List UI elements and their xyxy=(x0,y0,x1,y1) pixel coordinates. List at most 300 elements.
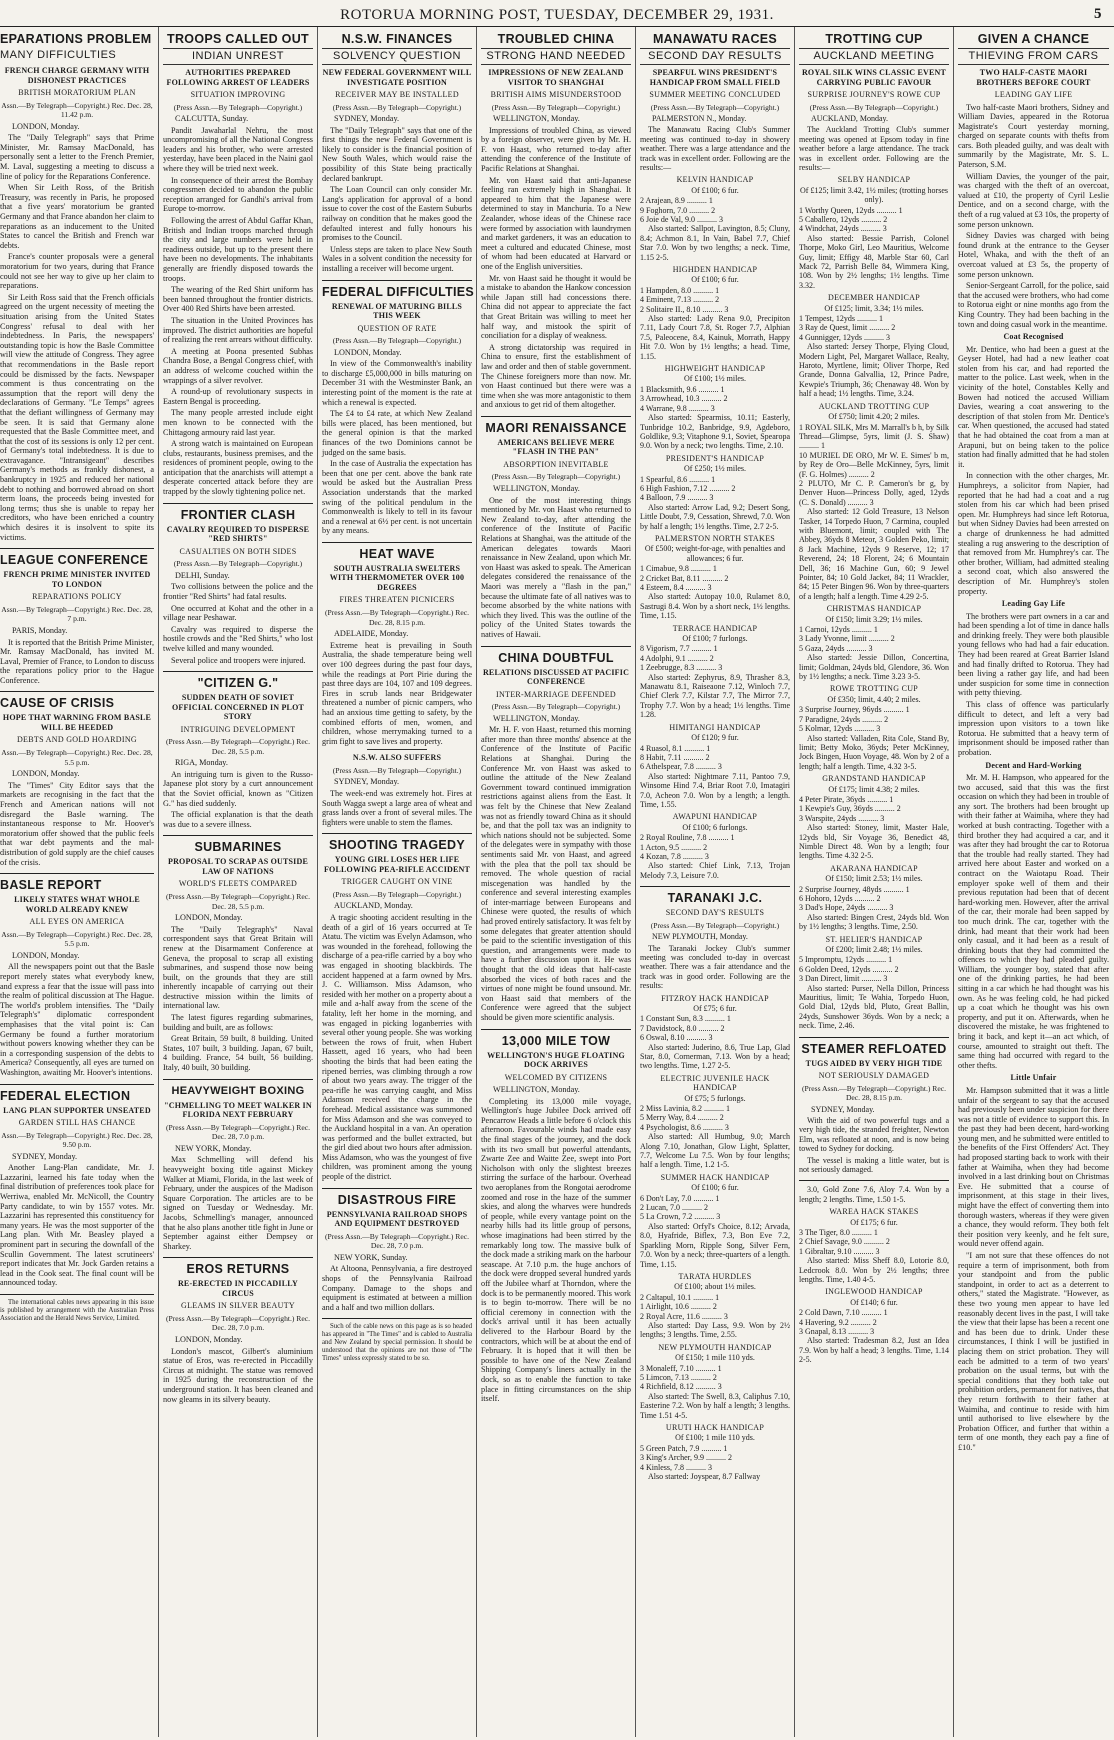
race-placing: 4 Gunnigger, 12yds .......... 3 xyxy=(799,332,891,342)
headline: N.S.W. FINANCES xyxy=(341,32,453,46)
race-block xyxy=(640,624,790,720)
race-title: TARATA HURDLES xyxy=(678,1271,752,1281)
paragraph: London's mascot, Gilbert's aluminium statue of Eros, was re-erected in Piccadilly Circus at midnight. The statue was removed in 1925 during the reconstruction of the underground station. It has been cleaned and now gleams in its silvery beauty. xyxy=(163,1346,313,1404)
paragraph: Completing its 13,000 mile voyage, Wellington's huge Jubilee Dock arrived off Pencarrow Heads a little before 6 o'clock this afternoon. Favourable winds had made easy the final stages of the journey, and the dock with its two small but powerful attendants, Zwarte Zee and Waitte Zee, swept into Port Nicholson with only the slightest breezes stirring the surface of the harbour. Overhead two aeroplanes from the Rongotai aerodrome zoomed and rose in the haze of the summer skies, and along the wharves were hundreds of people, while every vantage point on the nearby hills had its little group of persons, whose imaginations had been stirred by the remarkably long tow. The massive bulk of the dock made a striking mark on the harbour seascape. At 7.10 p.m. the huge anchors of the dock were dropped several hundred yards off the Jubilee wharf at Thorndon, where the dock is to be permanently moored. This work is to begin to-morrow. There will be no official ceremony in connection with the dock's arrival until it has been actually delivered to the Harbour Board by the contractors, which will be at about the end of February. It is hoped that it will then be possible to have one of the New Zealand Shipping Company's liners actually in the dock, so as to enable the function to take place in fitting circumstances on the ship itself. xyxy=(481,1096,631,1404)
race-block xyxy=(640,1423,790,1481)
race-notes: 3.0, Gold Zone 7.6, Aloy 7.4. Won by a length; 2 lengths. Time, 1.50 1-5. xyxy=(799,1185,949,1204)
divider xyxy=(640,886,790,887)
deck-secondary: ABSORPTION INEVITABLE xyxy=(503,459,609,469)
race-placing: 7 Davidstock, 8.0 .......... 2 xyxy=(640,1023,725,1033)
race-notes: Also started: Zephyrus, 8.9, Thrasher 8.3, Manawatu 8.1, Raiseaone 7.12, Winloch 7.7, Chief Clerk 7.7, Kilstar 7.7, The Mirror 7.7, Trophy 7.7. Won by a head; 1½ lengths. Time 1.28. xyxy=(640,672,790,720)
race-conditions: Of £100; 7 furlongs. xyxy=(682,634,748,644)
paragraph: Max Schmelling will defend his heavyweight boxing title against Mickey Walker at Miami, Florida, in the last week of February, under the auspices of the Madison Square Corporation. The articles are to be signed on Tuesday or Wednesday. Mr. Jacobs, Schmelling's manager, announced that he also plans another title fight in June or September against either Dempsey or Sharkey. xyxy=(163,1155,313,1251)
paragraph: The vessel is making a little water, but is not seriously damaged. xyxy=(799,1155,949,1174)
paragraph: The "Daily Telegraph" says that Prime Minister, Mr. Ramsay MacDonald, has personally sent a letter to the French Premier, M. Laval, suggesting a meeting to discuss a line of policy for the Reparations Conference. xyxy=(0,133,154,181)
dateline: SYDNEY, Monday. xyxy=(334,777,400,787)
race-conditions: Of £120; 9 fur. xyxy=(691,733,739,743)
race-block xyxy=(640,1272,790,1340)
deck: NEW FEDERAL GOVERNMENT WILL INVESTIGATE POSITION xyxy=(322,68,472,87)
credit-line: (Press Assn.—By Telegraph—Copyright.) xyxy=(332,336,462,346)
race-conditions: Of £350; limit, 4.40; 2 miles. xyxy=(827,694,921,704)
deck: LANG PLAN SUPPORTER UNSEATED xyxy=(3,1105,151,1115)
headline: TROTTING CUP xyxy=(825,32,923,46)
dateline: NEW YORK, Monday. xyxy=(175,1143,252,1153)
headline: FRONTIER CLASH xyxy=(180,507,296,522)
crosshead: Little Unfair xyxy=(1010,1073,1057,1083)
dateline: RIGA, Monday. xyxy=(175,758,228,768)
paragraph: A tragic shooting accident resulting in the death of a girl of 16 years occurred at Te Atatu. The victim was Evelyn Adamson, who was wounded in the forehead, following the discharge of a pea-rifle carried by a boy who was engaged in shooting blackbirds. The accident happened at a farm owned by Mrs. J. C. Williamson. Miss Adamson, who resided with her mother on a property about a mile and a-half away from the scene of the fatality, left her home in the morning, and was engaged in picking loganberries with several other young people. She was working between the rows of fruit, when Hubert Hassett, aged 16 years, who had been shooting the birds that had been eating the ripened berries, was climbing through a row of about two years away. The trigger of the pea-rifle he was carrying caught, and Miss Adamson received the charge in the forehead. Medical assistance was summoned for Miss Adamson and she was conveyed to the Auckland hospital in a van. An operation was performed and the bullet extracted, but the girl died about two hours after admission. Miss Adamson, who was the youngest of five children, was prominent among the young people of the district. xyxy=(322,913,472,1182)
deck-secondary: INTRIGUING DEVELOPMENT xyxy=(180,724,296,734)
divider xyxy=(322,280,472,281)
race-placing: 5 Gaza, 24yds .......... 3 xyxy=(799,643,873,653)
columns xyxy=(0,27,1114,1737)
race-placing: 4 Warrane, 9.8 .......... 3 xyxy=(640,403,715,413)
deck-secondary: LEADING GAY LIFE xyxy=(994,90,1073,99)
race-placing: 4 Eminent, 7.13 .......... 2 xyxy=(640,295,720,305)
race-title: SUMMER HACK HANDICAP xyxy=(660,1172,770,1182)
headline: "CITIZEN G." xyxy=(197,676,279,691)
paragraph: The Taranaki Jockey Club's summer meeting was concluded to-day in overcast weather. There was a fair attendance and the track was in good order. Following are the results: xyxy=(640,943,790,991)
race-notes: Also started: Sallpot, Lavington, 8.5; Cluny, 8.4; Achmon 8.1, In Vain, Babel 7.7, Chief Star 7.0. Won by two lengths; a neck. Time, 1.15 2-5. xyxy=(640,224,790,262)
race-notes: Also started: Miss Sheff 8.0, Lotorie 8.0, Ledcrook 8.0. Won by 2½ lengths; three lengths. Time, 1.40 4-5. xyxy=(799,1256,949,1284)
crosshead: Leading Gay Life xyxy=(1001,599,1066,609)
paragraph: One of the most interesting things mentioned by Mr. von Haast who returned to New Zealand to-day, after attending the conference of the Institute of Pacific Relations at Shanghai, was the attitude of the American delegates towards Maori renaissance in New Zealand, upon which Mr. von Haast was asked to speak. The American delegates considered the renaissance of the Maori was merely a "flash in the pan," because the ultimate fate of all natives was to become absorbed by the white nations with which they lived. This was the outline of the policy of the United States towards the natives of Hawaii. xyxy=(481,495,631,639)
race-placing: 2 Cold Dawn, 7.10 .......... 1 xyxy=(799,1308,888,1318)
deck-secondary: NOT SERIOUSLY DAMAGED xyxy=(818,1071,930,1081)
race-placing: 3 Dan Direct, limit .......... 3 xyxy=(799,974,888,984)
race-placing: 4 Adolphi, 9.1 .......... 2 xyxy=(640,653,714,663)
paragraph: This class of offence was particularly difficult to detect, and left a very bad impression upon visitors to a town like Rotorua. He submitted that a heavy term of imprisonment should be imposed rather than probation. xyxy=(958,699,1109,757)
divider xyxy=(163,1257,313,1258)
deck: IMPRESSIONS OF NEW ZEALAND VISITOR TO SHANGHAI xyxy=(488,68,624,87)
credit-line: Assn.—By Telegraph—Copyright.) Rec. Dec. 28, 5.5 p.m. xyxy=(1,929,153,949)
headline: FEDERAL ELECTION xyxy=(0,1088,131,1103)
footnote: Such of the cable news on this page as is so headed has appeared in "The Times" and is cabled to Australia and New Zealand by special permission. It should be understood that the opinions are not those of "The Times" unless expressly stated to be so. xyxy=(322,1323,472,1362)
race-conditions: Of £75; 6 fur. xyxy=(693,1003,737,1013)
race-notes: Also started: Lady Rena 9.0, Precipiton 7.11, Lady Court 7.8, St. Roger 7.7, Alphian 7.5, Paleocene, 8.4, Kainuk, Morrath, Happy Hit 7.0. Won by 1½ lengths; a head. Time, 1.15. xyxy=(640,314,790,361)
deck: CAVALRY REQUIRED TO DISPERSE "RED SHIRTS" xyxy=(166,524,310,544)
divider xyxy=(322,542,472,543)
race-notes: Also started: Spearmiss, 10.11; Easterly, Tunbridge 10.2, Banbridge, 9.9, Agdeboro, Goldlike, 9.3; Vitaphone 9.1, Soviet, Spearopa 9.0. Won by a neck; two lengths. Time, 2.10. xyxy=(640,413,790,451)
race-placing: 1 Hampden, 8.0 .......... 1 xyxy=(640,285,720,295)
deck: HOPE THAT WARNING FROM BASLE WILL BE HEEDED xyxy=(2,713,152,732)
deck: AUTHORITIES PREPARED FOLLOWING ARREST OF LEADERS xyxy=(166,68,310,87)
race-title: GRANDSTAND HANDICAP xyxy=(822,774,926,784)
deck-secondary: SECOND DAY'S RESULTS xyxy=(665,908,765,918)
paragraph: In connection with the other charges, Mr. Humphreys, a solicitor from Napier, had reported that he had had a coat and a rug stolen from his car which had been prised open. Mr. Humphreys had since left Rotorua, but when Sidney Davies had been arrested on a charge of drunkenness he had admitted stealing a rug answering to the description of that removed from Mr. Humphrey's car. The other brother, William, had admitted stealing a second coat, which also answered the description of Mr. Humphrey's stolen property. xyxy=(958,471,1109,596)
race-notes: Also started: Bessie Parrish, Colonel Thorpe, Moko Girl, Leo Mauritius, Welcome Guy, limit; Effigy 48, Marble Star 60, Carl Mack 72, Parrish Belle 84, Wimmera King, 108. Won by 2½ lengths; 1½ lengths. Time 3.32. xyxy=(799,233,949,290)
race-notes: Also started: Day Lass, 9.9. Won by 2½ lengths; 3 lengths. Time, 2.55. xyxy=(640,1320,790,1340)
race-placing: 2 Surprise Journey, 48yds .......... 1 xyxy=(799,884,910,894)
race-conditions: Of £150; limit 3.29; 1½ miles. xyxy=(825,614,923,624)
race-conditions: Of £125; limit, 3.34; 1½ miles. xyxy=(824,303,924,313)
race-conditions: Of £100; 1 mile 110 yds. xyxy=(675,1433,755,1443)
dateline: WELLINGTON, Monday. xyxy=(493,114,580,124)
dateline: LONDON, Monday. xyxy=(12,769,80,779)
race-placing: 4 Windchat, 24yds .......... 3 xyxy=(799,224,887,234)
race-placing: 5 Caballero, 12yds .......... 2 xyxy=(799,214,888,224)
credit-line: (Press Assn.—By Telegraph—Copyright.) Rec. Dec. 28, 7.0 p.m. xyxy=(165,1313,311,1333)
deck: LIKELY STATES WHAT WHOLE WORLD ALREADY KNEW xyxy=(14,895,140,914)
race-title: NEW PLYMOUTH HANDICAP xyxy=(658,1342,772,1352)
headline: GIVEN A CHANCE xyxy=(977,32,1090,46)
paragraph: Impressions of troubled China, as viewed by a foreign observer, were given by Mr. H. F. von Haast, who returned to-day after attending the conference of the Institute of Pacific Relations at Shanghai. xyxy=(481,125,631,174)
divider xyxy=(799,1037,949,1038)
race-placing: 7 Paradigne, 24yds .......... 2 xyxy=(799,714,889,724)
race-placing: 6 Golden Deed, 12yds .......... 2 xyxy=(799,964,899,974)
paragraph: Following the arrest of Abdul Gaffar Khan, British and Indian troops marched through the city and large numbers were held in readiness outside, but up to the present there have been no developments. The inhabitants generally are friendly disposed towards the troops. xyxy=(163,216,313,283)
paragraph: Sidney Davies was charged with being found drunk at the entrance to the Geyser Hotel, Whaka, and with the theft of an overcoat valued at £3 5s, the property of some person unknown. xyxy=(958,231,1109,279)
race-placing: 3 Lady Yvonne, limit .......... 2 xyxy=(799,634,895,644)
subheadline: MANY DIFFICULTIES xyxy=(0,49,117,61)
deck-secondary: QUESTION OF RATE xyxy=(357,323,437,333)
race-block xyxy=(799,864,949,932)
paragraph: A strong watch is maintained on European clubs, restaurants, business premises, and the residences of prominent people, owing to the anticipation that the anarchists will attempt a desperate concerted attack before they are trapped by the slowly tightening police net. xyxy=(163,439,313,497)
paragraph: The Manawatu Racing Club's Summer meeting was continued to-day in showery weather. There was a large attendance and the track was in excellent order. Following are the results:— xyxy=(640,125,790,172)
race-title: CHRISTMAS HANDICAP xyxy=(826,604,922,614)
race-title: AKARANA HANDICAP xyxy=(830,863,918,873)
race-placing: 3 Warspite, 24yds .......... 3 xyxy=(799,813,885,823)
race-block xyxy=(640,364,790,451)
race-title: PRESIDENT'S HANDICAP xyxy=(665,453,765,463)
race-conditions: Of £100; 6 fur. xyxy=(691,1183,739,1193)
race-placing: 1 Spearful, 8.6 .......... 1 xyxy=(640,474,716,484)
paragraph: The "Times" City Editor says that the markets are recognising in the fact that the French and American nations will not disregard the Basle warning. The instantaneous response to Mr. Hoover's moratorium offer showed that the public feels that war debt payments and the mal-distribution of gold supply are the chief causes of the crisis. xyxy=(0,780,154,867)
subheadline: THIEVING FROM CARS xyxy=(958,48,1109,65)
race-placing: 4 Havering, 9.2 .......... 2 xyxy=(799,1317,877,1327)
headline: BASLE REPORT xyxy=(0,878,102,893)
race-placing: 4 Psychologist, 8.6 .......... 3 xyxy=(640,1122,729,1132)
column-7 xyxy=(954,27,1113,1737)
race-placing: 4 Ruasol, 8.1 .......... 1 xyxy=(640,743,711,753)
headline: TROUBLED CHINA xyxy=(497,32,615,46)
race-placing: 4 Richfield, 8.12 .......... 3 xyxy=(640,1382,722,1392)
masthead-title: ROTORUA MORNING POST, TUESDAY, DECEMBER 29, 1931. xyxy=(340,6,774,23)
divider xyxy=(163,1079,313,1080)
race-placing: 1 Constant Sun, 8.3 .......... 1 xyxy=(640,1014,731,1024)
divider xyxy=(0,691,154,692)
dateline: LONDON, Monday. xyxy=(175,1335,243,1345)
credit-line: (Press Assn.—By Telegraph—Copyright.) Rec. Dec. 28, 8.15 p.m. xyxy=(324,607,470,627)
race-block xyxy=(799,402,949,602)
race-notes: Also started: Juderino, 8.6, True Lap, Glad Star, 8.0, Cornerman, 7.13. Won by a head; two lengths. Time, 1.27 2-5. xyxy=(640,1042,790,1071)
paragraph: The wearing of the Red Shirt uniform has been banned throughout the frontier districts. Over 400 Red Shirts have been arrested. xyxy=(163,285,313,314)
race-conditions: Of £100; 1½ miles. xyxy=(684,374,746,384)
dateline: PARIS, Monday. xyxy=(12,625,68,635)
deck: YOUNG GIRL LOSES HER LIFE FOLLOWING PEA-RIFLE ACCIDENT xyxy=(323,855,471,874)
race-title: ROWE TROTTING CUP xyxy=(829,684,919,694)
dateline: SYDNEY, Monday. xyxy=(12,1151,78,1161)
race-placing: 1 Worthy Queen, 12yds .......... 1 xyxy=(799,205,903,215)
race-title: KELVIN HANDICAP xyxy=(676,175,754,185)
race-block xyxy=(799,604,949,681)
paragraph: Extreme heat is prevailing in South Australia, the shade temperature being well over 100 degrees during the past four days, while the readings at Port Pirie during the past three days are 104, 107 and 109 degrees. Fires in scrub lands near Bridgewater threatened a number of picnic campers, who had an anxious time getting to safety, by the combined efforts of men, women, and children, whose merrymaking turned to a grim fight to save lives and property. xyxy=(322,640,472,746)
deck-secondary: SUMMER MEETING CONCLUDED xyxy=(649,90,781,99)
race-placing: 2 Chief Savage, 9.0 .......... 2 xyxy=(799,1237,890,1247)
race-placing: 1 Acton, 9.5 .......... 2 xyxy=(640,842,708,852)
deck: AMERICANS BELIEVE MERE "FLASH IN THE PAN" xyxy=(497,437,615,457)
credit-line: (Press Assn.—By Telegraph—Copyright.) Rec. Dec. 28, 7.0 p.m. xyxy=(165,1122,311,1142)
paragraph: The many people arrested include eight men known to be connected with the Chittagong armoury raid last year. xyxy=(163,408,313,437)
headline: CHINA DOUBTFUL xyxy=(498,650,614,665)
race-results xyxy=(799,175,949,1030)
deck: FRENCH PRIME MINISTER INVITED TO LONDON xyxy=(3,570,151,589)
race-conditions: Of £75; 5 furlongs. xyxy=(684,1093,746,1103)
paragraph: A meeting at Poona presented Subhas Chandra Bose, a Bengal Congress chief, with an address of welcome couched within the wrappings of a silver revolver. xyxy=(163,346,313,385)
credit-line: Assn.—By Telegraph—Copyright.) Rec. Dec. 28, 9.50 p.m. xyxy=(1,1130,153,1150)
deck-secondary: REPARATIONS POLICY xyxy=(32,592,122,602)
race-title: PALMERSTON NORTH STAKES xyxy=(654,533,776,543)
paragraph: The £4 to £4 rate, at which New Zealand bills were placed, has been mentioned, but the general opinion is that the marked finances of the two Dominions cannot be judged on the same basis. xyxy=(322,409,472,457)
race-placing: 2 Cricket Bat, 8.11 .......... 2 xyxy=(640,573,729,583)
race-placing: 1 Zeebrugge, 8.3 .......... 3 xyxy=(640,663,723,673)
race-placing: 2 Solitaire II., 8.10 .......... 3 xyxy=(640,304,729,314)
headline: TROOPS CALLED OUT xyxy=(167,32,309,46)
deck: PROPOSAL TO SCRAP AS OUTSIDE LAW OF NATIONS xyxy=(167,857,308,876)
credit-line: (Press Assn.—By Telegraph—Copyright.) Rec. Dec. 28, 8.15 p.m. xyxy=(801,1083,947,1103)
paragraph: Mr. von Haast said that anti-Japanese feeling ran extremely high in Shanghai. It appeared to him that the Japanese were determined to stay in Manchuria. To a New Zealander, whose ideas of the Chinese race were formed by association with laundrymen and market gardeners, it was an education to meet a cultured and educated Chinese, most of whom had been educated at Harvard or one of the English universities. xyxy=(481,175,631,271)
divider xyxy=(0,1294,154,1295)
race-title: DECEMBER HANDICAP xyxy=(828,293,920,303)
divider xyxy=(481,416,631,417)
deck-secondary: DEBTS AND GOLD HOARDING xyxy=(16,735,137,745)
dateline: NEW PLYMOUTH, Monday. xyxy=(652,932,748,942)
headline: CAUSE OF CRISIS xyxy=(0,696,115,711)
race-notes: Also started: Orfyl's Choice, 8.12; Arvada, 8.0, Hyafride, Biflex, 7.3, Bon Eve 7.2, Sparkling Morn, Ripple Song, Silver Fern, 7.0. Won by a neck; three-quarters of a length. Time, 1.15. xyxy=(640,1221,790,1269)
paragraph: Mr. H. F. von Haast, returned this morning after more than three months' absence at the Conference of the Institute of Pacific Relations at Shanghai. During the Conference Mr. von Haast was asked to outline the attitude of the New Zealand Government toward continued immigration restrictions against aliens from the East. It was felt by the Chinese that New Zealand was not as friendly toward China as it should be, and that the poll tax was an indignity to which nations should not be subjected. Some of the delegates were in sympathy with those sentiments said Mr. von Haast, and agreed with the plea that the poll tax should be removed. The whole question of racial miscegenation was handled by the conference and several interesting examples of inter-marriage between Europeans and Chinese were quoted, the results of which had proved entirely satisfactory. It was felt by some delegates that greater attention should be paid to the scientific investigation of this question, and arrangements were made to have a further discussion upon it. He was thought that the old ideas that half-caste absorbed the vices of both races and the virtues of none might be found unsound. Mr. von Haast said that members of the Conference were agreed that the subject should be given more scientific analysis. xyxy=(481,725,631,1022)
race-title: HIGHWEIGHT HANDICAP xyxy=(664,364,766,374)
credit-line: (Press Assn.—By Telegraph—Copyright.) xyxy=(809,102,939,112)
dateline: LONDON, Monday. xyxy=(12,121,80,131)
dateline: LONDON, Monday. xyxy=(12,950,80,960)
race-notes: Also started: Purser, Nella Dillon, Princess Mauritius, limit; Te Wahia, Torpedo Huon, Gold Dial, 12yds bld, Pluto, Great Ballin, 24yds, Sunshower 36yds. Won by a neck; a neck. Time, 2.46. xyxy=(799,983,949,1031)
race-notes: Also started: The Swell, 8.3, Caliphus 7.10, Easterine 7.2. Won by half a length; 3 lengths. Time 1.51 4-5. xyxy=(640,1391,790,1420)
headline: STEAMER REFLOATED xyxy=(801,1041,947,1056)
race-title: TERRACE HANDICAP xyxy=(672,623,758,633)
race-block xyxy=(799,774,949,861)
credit-line: Assn.—By Telegraph—Copyright.) Rec. Dec. 28, 11.42 p.m. xyxy=(1,100,153,120)
paragraph: At Altoona, Pennsylvania, a fire destroyed shops of the Pennsylvania Railroad Company. Damage to the shops and equipment is estimated at between a million and a half and two million dollars. xyxy=(322,1264,472,1312)
race-placing: 3 Arrowhead, 10.3 .......... 2 xyxy=(640,394,728,404)
race-placing: 9 Foghorn, 7.0 .......... 2 xyxy=(640,205,716,215)
deck: ROYAL SILK WINS CLASSIC EVENT CARRYING PUBLIC FAVOUR xyxy=(801,68,947,87)
paragraph: "I am not sure that these offences do not require a term of imprisonment, both from your standpoint and from the public standpoint, in order to act as a deterrent to others," stated the Magistrate. "However, as these two young men appear to have led reasonably decent lives in the past, I will take the view that their lapse has been a recent one and has been due to drink. Under these circumstances, I think I will be justified in placing them on strict probation. They will each be admitted to a term of two years' probation on the usual terms, but with the special conditions that they both take out prohibition orders, permanent for natives, that they return forthwith to their father at Waimiha, and continue to reside with him until authorised to live elsewhere by the Probation Officer, and further that within a term of one month, they each pay a fine of £10." xyxy=(958,1251,1109,1452)
credit-line: (Press Assn.—By Telegraph—Copyright.) Rec. Dec. 28, 5.5 p.m. xyxy=(165,737,311,756)
credit-line: (Press Assn.—By Telegraph—Copyright.) xyxy=(491,702,621,711)
dateline: SYDNEY, Monday. xyxy=(334,114,400,124)
divider xyxy=(322,1318,472,1319)
race-title: FITZROY HACK HANDICAP xyxy=(661,993,769,1003)
paragraph: The week-end was extremely hot. Fires at South Wagga swept a large area of wheat and grass lands over a front of several miles. The fighters were unable to stem the flames. xyxy=(322,788,472,827)
race-placing: 6 Don't Lay, 7.0 .......... 1 xyxy=(640,1193,720,1203)
race-title: SELBY HANDICAP xyxy=(837,175,911,185)
race-conditions: Of £125; limit 3.42, 1½ miles; (trotting horses only). xyxy=(800,185,948,205)
deck: TUGS AIDED BY VERY HIGH TIDE xyxy=(805,1058,943,1068)
column-2 xyxy=(159,27,318,1737)
race-title: AWAPUNI HANDICAP xyxy=(672,812,758,822)
race-conditions: Of £750; limit 4.20; 2 miles. xyxy=(828,412,920,422)
headline: SHOOTING TRAGEDY xyxy=(328,838,466,853)
paragraph: One occurred at Kohat and the other in a village near Peshawar. xyxy=(163,603,313,623)
paragraph: An intriguing turn is given to the Russo-Japanese plot story by a curt announcement that the Soviet official, known as "Citizen G." has died suddenly. xyxy=(163,769,313,808)
race-block xyxy=(640,265,790,361)
race-block xyxy=(799,175,949,290)
race-notes: Also started: 12 Gold Treasure, 13 Nelson Tasker, 14 Torpedo Huon, 7 Carmina, coupled with Bluemont, limit; coupled with The Abbey, 36yds 8 Meteor, 3 Golden Peko, limit; 8 Jack Machine, 12yds 9 Reserve, 12; 17 Reverend, 24; 18 Florent, 24; 6 Mountain Dell, 36; 16 Machine Gun, 60; 9 Jewel Pointer, 84; 10 Gold Jacket, 84; 11 Wrackler, 84; 15 Peter Bingen 96. Won by three-quarters of a length; half a length. Time 4.29 2-5. xyxy=(799,507,949,601)
race-block xyxy=(640,723,790,810)
subheadline: SOLVENCY QUESTION xyxy=(322,48,472,65)
dateline: DELHI, Sunday. xyxy=(175,570,230,580)
race-placing: 1 Blacksmith, 9.6 .......... 1 xyxy=(640,384,725,394)
headline: EPARATIONS PROBLEM xyxy=(0,32,152,46)
race-notes: Also started: Stoney, limit, Master Hale, 12yds bld, Sir Voyage 36, Benedict 48, Nimble Direct 48. Won by a length; four lengths. Time 4.32 2-5. xyxy=(799,823,949,861)
paragraph: Cavalry was required to disperse the hostile crowds and the "Red Shirts," who lost twelve killed and many wounded. xyxy=(163,624,313,653)
crosshead: Coat Recognised xyxy=(1003,332,1064,342)
paragraph: The "Daily Telegraph" says that one of the first things the new Federal Government is likely to consider is the financial position of New South Wales, which would raise the possibility of this State being practically declared bankrupt. xyxy=(322,125,472,183)
credit-line: (Press Assn.—By Telegraph—Copyright.) xyxy=(491,102,621,112)
race-placing: 2 PLUTO, Mr C. P. Cameron's br g, by Denver Huon—Princess Dolly, aged, 12yds (C. S. Donald) .......... 3 xyxy=(799,478,949,507)
page-number: 5 xyxy=(1094,6,1102,22)
deck: RENEWAL OF MATURING BILLS THIS WEEK xyxy=(331,301,463,321)
race-results xyxy=(799,1185,949,1364)
race-conditions: Of £200; limit 2.48; 1½ miles. xyxy=(825,945,923,955)
deck-secondary: ALL EYES ON AMERICA xyxy=(29,917,125,927)
race-placing: 1 ROYAL SILK, Mrs M. Marrall's b h, by Silk Thread—Glimpse, 5yrs, limit (J. S. Shaw) .......... 1 xyxy=(799,422,949,451)
deck-secondary: CASUALTIES ON BOTH SIDES xyxy=(179,546,297,556)
divider xyxy=(0,1084,154,1085)
race-placing: 5 Limcon, 7.13 .......... 2 xyxy=(640,1372,717,1382)
dateline: LONDON, Monday. xyxy=(175,913,243,923)
divider xyxy=(0,548,154,549)
deck: RELATIONS DISCUSSED AT PACIFIC CONFERENCE xyxy=(482,667,630,686)
dateline: NEW YORK, Sunday. xyxy=(334,1252,408,1262)
race-block xyxy=(640,994,790,1071)
deck: RE-ERECTED IN PICCADILLY CIRCUS xyxy=(177,1279,299,1298)
dateline: AUCKLAND, Monday. xyxy=(334,901,413,911)
paragraph: The Loan Council can only consider Mr. Lang's application for approval of a bond issue to cover the cost of the Eastern Suburbs railway on condition that he makes good the defaulted interest and fully honours his promises to the Council. xyxy=(322,185,472,243)
race-placing: 3 Monaleff, 7.10 .......... 1 xyxy=(640,1363,722,1373)
race-title: WAREA HACK STAKES xyxy=(829,1207,919,1217)
deck: FRENCH CHARGE GERMANY WITH DISHONEST PRACTICES xyxy=(4,66,150,85)
race-block xyxy=(640,175,790,262)
race-conditions: Of £250; 1½ miles. xyxy=(684,464,746,474)
paragraph: Mr. Hampson submitted that it was a little unfair of the sergeant to say that the accused had previously been under suspicion for there was not a tittle of evidence to support this. In the past they had been decent, hard-working young men, and he submitted were entitled to the benefits of the First Offenders' Act. They had proposed starting back to work with their father at Waimiha, when they had become involved in a last drinking bout on Christmas Eve. He submitted that a course of imprisonment, at this stage in their lives, might have the effect of converting them into thorough wasters, whereas if they were given a chance, they would reform. They both felt their position very keenly, and he felt sure, would never offend again. xyxy=(958,1085,1109,1249)
paragraph: It is reported that the British Prime Minister, Mr. Ramsay MacDonald, has invited M. Laval, Premier of France, to London to discuss the reparations policy prior to the Hague Conference. xyxy=(0,637,154,685)
deck: "CHMELLING TO MEET WALKER IN FLORIDA NEXT FEBRUARY xyxy=(164,1100,312,1120)
paragraph: Several police and troopers were injured. xyxy=(171,655,306,665)
subheadline: INDIAN UNREST xyxy=(163,48,313,65)
paragraph: Great Britain, 59 built, 8 building. United States, 107 built, 3 building. Japan, 67 built, 4 building. France, 54 built, 56 building. Italy, 40 built, 30 building. xyxy=(163,1034,313,1073)
race-placing: 3 Surprise Journey, 96yds .......... 1 xyxy=(799,705,910,715)
paragraph: The Auckland Trotting Club's summer meeting was opened at Epsom today in fine weather before a large attendance. The track was in excellent order. Following are the results:— xyxy=(799,125,949,172)
race-placing: 5 Kolmar, 12yds .......... 3 xyxy=(799,724,881,734)
dateline: WELLINGTON, Monday. xyxy=(493,713,580,723)
race-block xyxy=(640,1074,790,1170)
race-conditions: Of £175; 6 fur. xyxy=(850,1217,898,1227)
divider xyxy=(163,671,313,672)
race-placing: 2 Royal Rouline, 7.8 .......... 1 xyxy=(640,833,735,843)
race-conditions: Of £175; limit 4.38; 2 miles. xyxy=(828,784,920,794)
race-notes: Also started: Tradesman 8.2, Just an Idea 7.9. Won by half a head; 3 lengths. Time, 1.14 2-5. xyxy=(799,1336,949,1365)
paragraph: France's counter proposals were a general moratorium for two years, during that France could not see her way to give up her claim to reparations. xyxy=(0,252,154,291)
race-placing: 5 La Crown, 7.2 .......... 3 xyxy=(640,1212,721,1222)
headline: FEDERAL DIFFICULTIES xyxy=(322,284,475,299)
headline: LEAGUE CONFERENCE xyxy=(0,553,149,568)
race-placing: 6 Hohoro, 12yds .......... 2 xyxy=(799,894,881,903)
race-placing: 1 Tempest, 12yds .......... 1 xyxy=(799,314,883,324)
credit-line: (Press Assn.—By Telegraph—Copyright.) xyxy=(332,889,462,899)
dateline: ADELAIDE, Monday. xyxy=(334,629,409,639)
race-title: HIGHDEN HANDICAP xyxy=(672,265,758,274)
race-block xyxy=(799,293,949,398)
paragraph: The official explanation is that the death was due to a severe illness. xyxy=(163,810,313,829)
race-notes: Also started: Joyspear, 8.7 Fallway xyxy=(648,1472,761,1482)
race-conditions: Of £100; about 1½ miles. xyxy=(674,1282,756,1292)
deck: WELLINGTON'S HUGE FLOATING DOCK ARRIVES xyxy=(487,1050,625,1070)
paragraph: Two half-caste Maori brothers, Sidney and William Davies, appeared in the Rotorua Magistrate's Court yesterday morning, charged on separate counts with thefts from cars. Both pleaded guilty, and was dealt with summarily by the Magistrate, Mr. S. L. Paterson, S.M. xyxy=(958,102,1109,170)
paragraph: Two collisions between the police and the frontier "Red Shirts" had fatal results. xyxy=(163,582,313,601)
paragraph: In view of the Commonwealth's inability to discharge £5,000,000 in bills maturing on December 31 with the Westminster Bank, an interesting point of the moment is the rate at which a renewal is expected. xyxy=(322,359,472,407)
deck-secondary: BRITISH AIMS MISUNDERSTOOD xyxy=(490,90,622,99)
divider xyxy=(163,503,313,504)
race-block xyxy=(640,1343,790,1420)
deck-secondary: FIRES THREATEN PICNICERS xyxy=(339,595,455,605)
divider xyxy=(481,1029,631,1030)
headline: HEAVYWEIGHT BOXING xyxy=(171,1084,305,1097)
race-notes: Also started: Chief Link, 7.13, Trojan Melody 7.3, Leisure 7.0. xyxy=(640,861,790,880)
race-block xyxy=(640,454,790,531)
headline: MAORI RENAISSANCE xyxy=(485,420,627,435)
race-title: ST. HELIER'S HANDICAP xyxy=(825,934,923,944)
race-block xyxy=(799,1207,949,1284)
credit-line: (Press Assn.—By Telegraph—Copyright.) xyxy=(173,102,303,112)
paragraph: A strong dictatorship was required in China to ensure, first the establishment of law and order and then of stable government. The Chinese foreigners more than now. Mr. von Haast continued but there were was a time when she was more antagonistic to them and anxious to get rid of them altogether. xyxy=(481,342,631,410)
race-notes: Also started: Jessie Dillon, Concertina, limit; Goldman, 24yds bld, Glendore, 36. Won by 1½ lengths; a neck. Time 3.23 3-5. xyxy=(799,653,949,682)
race-placing: 3 King's Archer, 9.9 .......... 2 xyxy=(640,1453,732,1463)
dateline: PALMERSTON N., Monday. xyxy=(652,113,747,123)
paragraph: When Sir Leith Ross, of the British Treasury, was recently in Paris, he proposed that a five years' moratorium be granted Germany and that France abandon her claim to reparations as an inducement to the United States to cancel the British and French war debts. xyxy=(0,183,154,250)
paragraph: Unless steps are taken to place New South Wales in a solvent condition the necessity for installing a receiver will become urgent. xyxy=(322,244,472,273)
credit-line: (Press Assn.—By Telegraph—Copyright.) Rec. Dec. 28, 5.5 p.m. xyxy=(165,891,311,911)
race-placing: 1 Kewpie's Guy, 36yds .......... 2 xyxy=(799,804,901,814)
paragraph: Sir Leith Ross said that the French officials agreed on the urgent necessity of meeting the situation arising from the United States Congress' refusal to deal with her indebtedness. In Paris, the newspapers' outstanding topic is how the Basle Committee will view the attitude of Congress. They agree that recommendations in the Basle report could be dismissed by the facts. Newspaper comment is thus concentrating on the assumption that the report will deny the declarations of Germany. "Le Temps" agrees that the defiant willingness of Germany may be seen. It is said that Germany alone requested that the Basle Committee meet, and that the cost of its sessions is only 12 per cent. of Germany's total indebtedness. It is due to extravagance. "Intransigeant" describes Germany's methods as frankly dishonest, a bankruptcy in 1925 and reduced her national debt to nothing and borrowed abroad on short term loans, the proceeds being invested for long terms; thus she is unable to repay her creditors, who have been enriched a country which desires it is insolvent to spite its victims. xyxy=(0,292,154,542)
race-placing: 2 Miss Lavinia, 8.2 .......... 1 xyxy=(640,1104,730,1113)
race-title: INGLEWOOD HANDICAP xyxy=(825,1287,923,1297)
credit-line: (Press Assn.—By Telegraph—Copyright.) xyxy=(332,765,462,775)
dateline: CALCUTTA, Sunday. xyxy=(175,114,249,124)
race-notes: Also started: Nightmare 7.11, Pantoo 7.9, Winsome Hind 7.4, Briar Root 7.0, Imatagiri 7.0, Acheon 7.0. Won by a length; a length. Time, 1.55. xyxy=(640,771,790,809)
deck: SOUTH AUSTRALIA SWELTERS WITH THERMOMETER OVER 100 DEGREES xyxy=(329,563,465,592)
headline: TARANAKI J.C. xyxy=(667,891,763,906)
race-block xyxy=(640,1173,790,1269)
race-placing: 8 Habit, 7.11 .......... 2 xyxy=(640,752,710,762)
credit-line: (Press Assn.—By Telegraph—Copyright.) xyxy=(332,102,462,112)
headline: 13,000 MILE TOW xyxy=(501,1033,611,1048)
race-block xyxy=(799,1287,949,1364)
race-block xyxy=(640,812,790,880)
deck: SPEARFUL WINS PRESIDENT'S HANDICAP FROM SMALL FIELD xyxy=(649,68,781,87)
paragraph: Mr. von Haast said he thought it would be a mistake to abandon the Hankow concession while Japan still had concessions there. China did not appear to appreciate the fact that Great Britain was willing to meet her half way, and mistook the spirit of conciliation for a display of weakness. xyxy=(481,273,631,341)
crosshead: Decent and Hard-Working xyxy=(985,760,1082,770)
paragraph: Senior-Sergeant Carroll, for the police, said that the accused were brothers, who had come to Rotorua eight or nine months ago from the King Country. They had been baching in the town and doing casual work in the meantime. xyxy=(958,281,1109,329)
race-placing: 6 High Fashion, 7.12 .......... 2 xyxy=(640,483,736,493)
race-conditions: Of £150; limit 2.53; 1½ miles. xyxy=(825,874,923,884)
race-placing: 5 Green Patch, 7.9 .......... 1 xyxy=(640,1443,728,1453)
paragraph: In the case of Australia the expectation has been that one per cent. above the bank rate would be asked but the Australian Press Association understands that the marked swing of the political pendulum in the Commonwealth is likely to tell in its favour and a renewal at 6½ per cent. is not uncertain by any means. xyxy=(322,459,472,536)
race-title: AUCKLAND TROTTING CUP xyxy=(818,401,930,411)
paragraph: A round-up of revolutionary suspects in Eastern Bengal is proceeding. xyxy=(163,387,313,406)
race-title: ELECTRIC JUVENILE HACK HANDICAP xyxy=(660,1073,770,1093)
headline: HEAT WAVE xyxy=(359,546,435,561)
